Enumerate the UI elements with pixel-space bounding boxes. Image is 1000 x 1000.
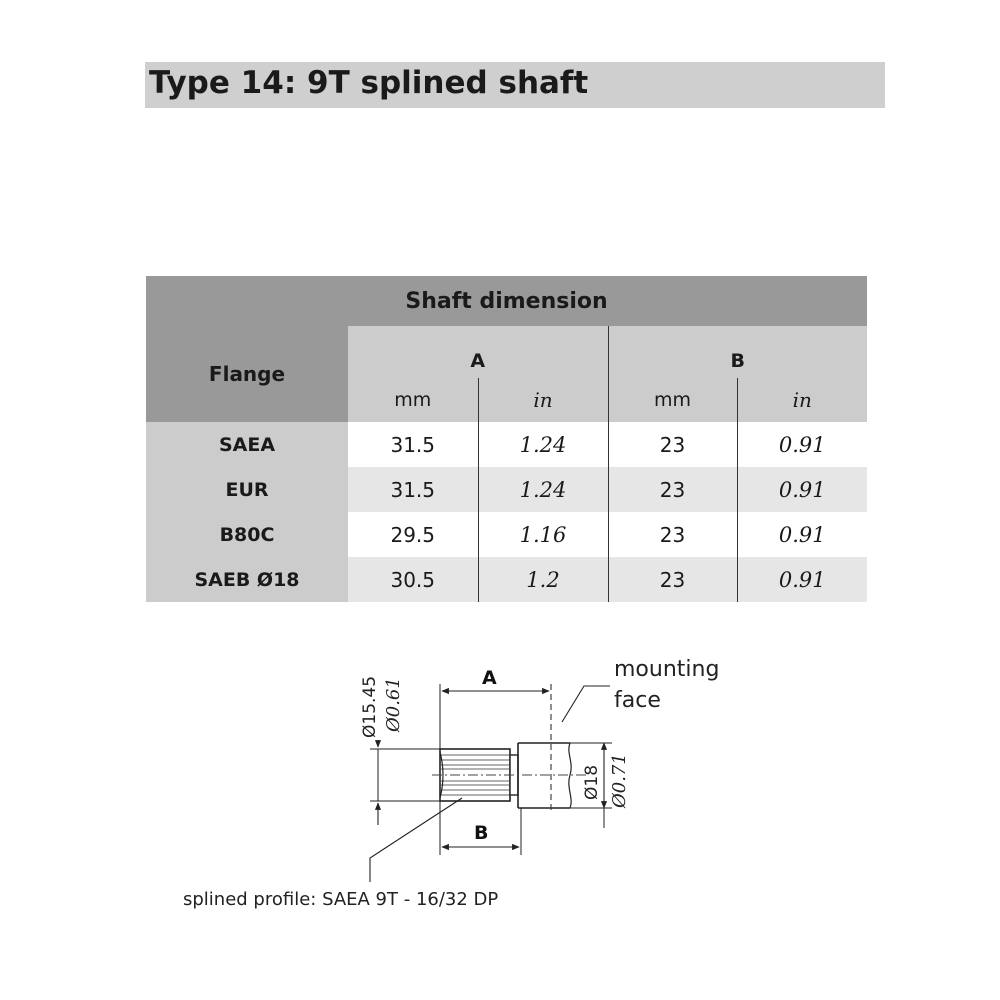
flange-cell: B80C: [146, 512, 348, 557]
mounting-face-leader: [562, 686, 610, 722]
flange-cell: SAEB Ø18: [146, 557, 348, 602]
unit-a-in: in: [478, 378, 608, 422]
flange-cell: SAEA: [146, 422, 348, 467]
dimension-b-label: B: [474, 822, 489, 844]
group-b-header: B: [608, 326, 867, 378]
a-in-cell: 1.2: [478, 557, 608, 602]
unit-b-mm: mm: [608, 378, 737, 422]
a-in-cell: 1.24: [478, 467, 608, 512]
b-mm-cell: 23: [608, 467, 737, 512]
flange-cell: EUR: [146, 467, 348, 512]
dimension-a-label: A: [482, 667, 497, 689]
a-mm-cell: 29.5: [348, 512, 478, 557]
flange-header: Flange: [146, 326, 348, 422]
a-mm-cell: 31.5: [348, 467, 478, 512]
shaft-diameter-mm: Ø18: [582, 764, 602, 800]
a-in-cell: 1.24: [478, 422, 608, 467]
b-in-cell: 0.91: [737, 467, 867, 512]
unit-b-in: in: [737, 378, 867, 422]
table-header: Shaft dimension: [146, 276, 867, 326]
a-mm-cell: 31.5: [348, 422, 478, 467]
a-in-cell: 1.16: [478, 512, 608, 557]
mounting-face-label-line2: face: [614, 688, 661, 713]
dimension-a: [440, 684, 549, 749]
b-in-cell: 0.91: [737, 557, 867, 602]
spline-diameter-in: Ø0.61: [383, 677, 404, 732]
spline-profile-caption: splined profile: SAEA 9T - 16/32 DP: [183, 889, 499, 910]
b-mm-cell: 23: [608, 557, 737, 602]
b-mm-cell: 23: [608, 512, 737, 557]
b-mm-cell: 23: [608, 422, 737, 467]
page-title: Type 14: 9T splined shaft: [149, 65, 589, 101]
b-in-cell: 0.91: [737, 422, 867, 467]
unit-a-mm: mm: [348, 378, 478, 422]
dimension-spline-diameter: [370, 740, 440, 825]
spline-diameter-mm: Ø15.45: [360, 675, 380, 738]
a-mm-cell: 30.5: [348, 557, 478, 602]
shaft-diameter-in: Ø0.71: [609, 753, 630, 808]
spline-profile-leader: [370, 798, 462, 882]
b-in-cell: 0.91: [737, 512, 867, 557]
group-a-header: A: [348, 326, 608, 378]
mounting-face-label-line1: mounting: [614, 657, 720, 682]
